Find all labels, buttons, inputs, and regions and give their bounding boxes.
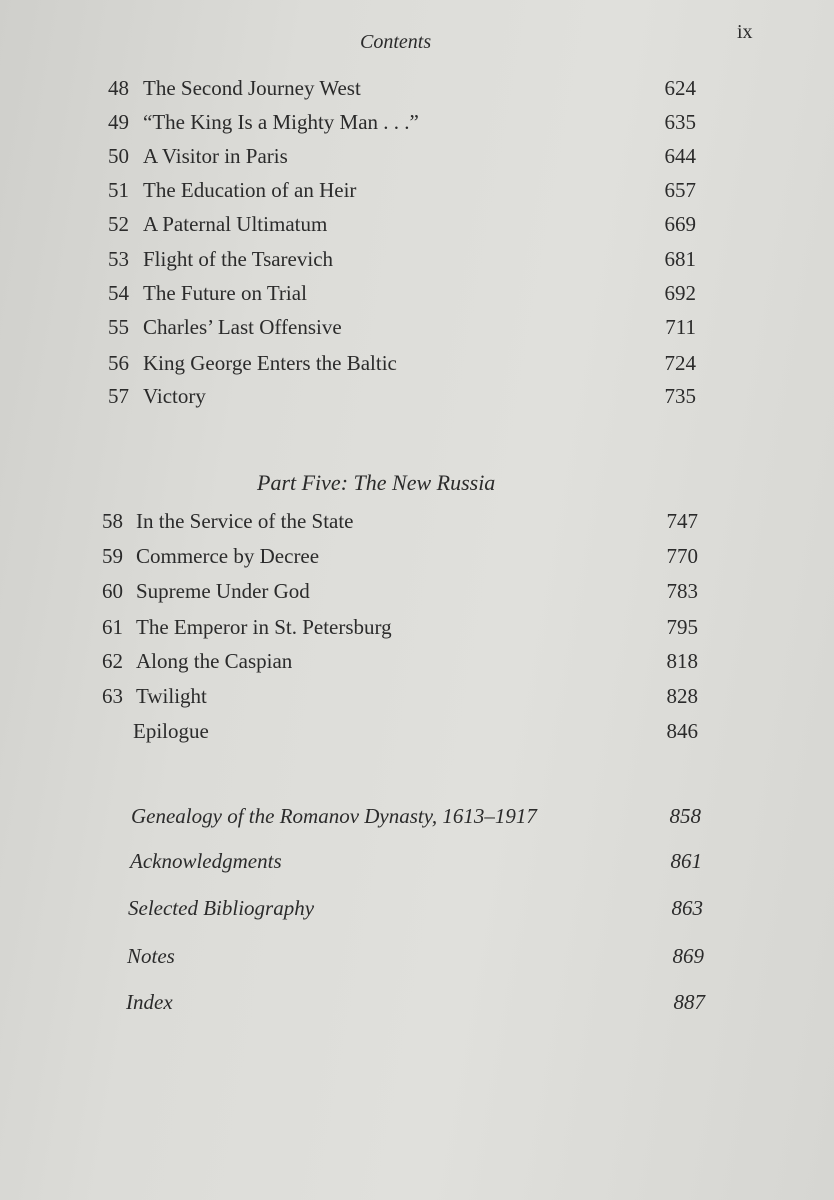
chapter-number: 57 xyxy=(108,384,129,408)
back-matter-page: 858 xyxy=(669,804,701,828)
chapter-title: Victory xyxy=(143,384,206,408)
back-matter-title: Genealogy of the Romanov Dynasty, 1613–1917 xyxy=(131,804,537,828)
chapter-number: 53 xyxy=(108,247,129,271)
chapter-page: 828 xyxy=(666,684,698,708)
chapter-page: 846 xyxy=(666,719,698,743)
back-matter-page: 863 xyxy=(671,896,703,920)
chapter-page: 724 xyxy=(664,351,696,375)
chapter-page: 770 xyxy=(666,544,698,568)
back-matter-page: 861 xyxy=(670,849,702,873)
chapter-number: 62 xyxy=(102,649,123,673)
chapter-number: 63 xyxy=(102,684,123,708)
chapter-page: 795 xyxy=(666,615,698,639)
chapter-number: 61 xyxy=(102,615,123,639)
chapter-number: 52 xyxy=(108,212,129,236)
chapter-number: 48 xyxy=(108,76,129,100)
chapter-number: 56 xyxy=(108,351,129,375)
part-heading: Part Five: The New Russia xyxy=(257,470,496,495)
chapter-title: The Second Journey West xyxy=(143,76,361,100)
chapter-page: 669 xyxy=(664,212,696,236)
page-number: ix xyxy=(737,21,753,43)
chapter-page: 681 xyxy=(664,247,696,271)
chapter-title: The Emperor in St. Petersburg xyxy=(136,615,392,639)
chapter-title: “The King Is a Mighty Man . . .” xyxy=(143,110,419,134)
chapter-page: 735 xyxy=(664,384,696,408)
chapter-number: 54 xyxy=(108,281,129,305)
chapter-page: 624 xyxy=(664,76,696,100)
chapter-title: In the Service of the State xyxy=(136,509,354,533)
back-matter-title: Notes xyxy=(127,944,175,968)
back-matter-page: 887 xyxy=(673,990,705,1014)
chapter-title: A Visitor in Paris xyxy=(143,144,288,168)
chapter-title: Charles’ Last Offensive xyxy=(143,315,342,339)
back-matter-title: Selected Bibliography xyxy=(128,896,315,920)
chapter-number: 50 xyxy=(108,144,129,168)
chapter-number: 49 xyxy=(108,110,129,134)
chapter-title: Epilogue xyxy=(133,719,209,743)
chapter-title: Supreme Under God xyxy=(136,579,310,603)
chapter-title: The Education of an Heir xyxy=(143,178,357,202)
chapter-page: 711 xyxy=(665,315,696,339)
chapter-number: 51 xyxy=(108,178,129,202)
back-matter-page: 869 xyxy=(672,944,704,968)
chapter-title: Twilight xyxy=(136,684,207,708)
chapter-page: 818 xyxy=(666,649,698,673)
back-matter-title: Index xyxy=(126,990,173,1014)
chapter-title: King George Enters the Baltic xyxy=(143,351,397,375)
chapter-number: 59 xyxy=(102,544,123,568)
chapter-page: 692 xyxy=(664,281,696,305)
chapter-title: Along the Caspian xyxy=(136,649,293,673)
chapter-page: 783 xyxy=(666,579,698,603)
chapter-number: 55 xyxy=(108,315,129,339)
chapter-title: Flight of the Tsarevich xyxy=(143,247,334,271)
chapter-page: 747 xyxy=(666,509,698,533)
chapter-page: 657 xyxy=(664,178,696,202)
chapter-page: 644 xyxy=(664,144,696,168)
chapter-number: 58 xyxy=(102,509,123,533)
chapter-title: Commerce by Decree xyxy=(136,544,320,568)
running-header: Contents xyxy=(360,31,432,53)
chapter-number: 60 xyxy=(102,579,123,603)
chapter-title: The Future on Trial xyxy=(143,281,307,305)
back-matter-title: Acknowledgments xyxy=(130,849,282,873)
chapter-title: A Paternal Ultimatum xyxy=(143,212,328,236)
chapter-page: 635 xyxy=(664,110,696,134)
